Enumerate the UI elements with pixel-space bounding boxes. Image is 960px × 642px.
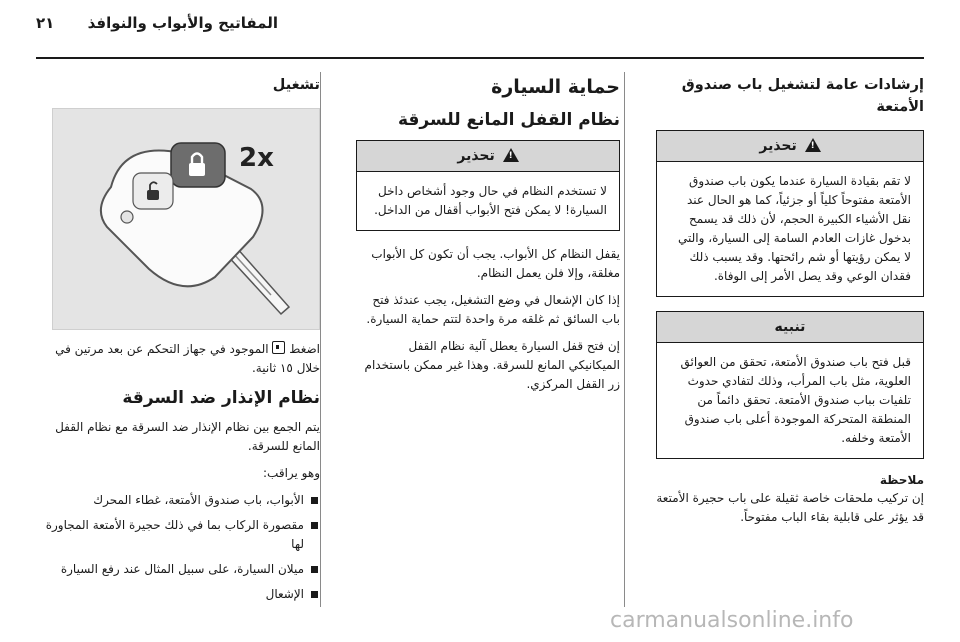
main-heading: حماية السيارة bbox=[491, 76, 620, 98]
warning-box bbox=[356, 140, 620, 231]
caution-box bbox=[656, 311, 924, 459]
warning-icon: ! bbox=[805, 138, 821, 152]
header-divider bbox=[36, 57, 924, 59]
caption-after-icon: الموجود في جهاز التحكم عن بعد مرتين في خلال ١٥ ثانية. bbox=[55, 342, 320, 375]
list-item: مقصورة الركاب بما في ذلك حجيرة الأمتعة المجاورة لها bbox=[36, 516, 320, 554]
list-item: ميلان السيارة، على سبيل المثال عند رفع السيارة bbox=[36, 560, 320, 579]
paragraph: إن فتح قفل السيارة يعطل آلية نظام القفل الميكانيكي المانع للسرقة. وهذا غير ممكن باستخدام زر القفل المركزي. bbox=[364, 339, 620, 391]
subheading: نظام القفل المانع للسرقة bbox=[397, 110, 620, 130]
caution-title: تنبيه bbox=[657, 312, 923, 343]
warning-box-header bbox=[357, 141, 619, 172]
page-header bbox=[0, 0, 960, 58]
list-item: الأبواب، باب صندوق الأمتعة، غطاء المحرك bbox=[36, 491, 320, 510]
page-number: ٢١ bbox=[36, 14, 55, 32]
warning-title: تحذير bbox=[457, 148, 495, 164]
caption-before-icon: اضغط bbox=[289, 342, 320, 356]
remote-key-illustration bbox=[52, 108, 320, 330]
lock-icon bbox=[272, 341, 285, 354]
monitored-items-list bbox=[36, 491, 320, 604]
paragraph: يقفل النظام كل الأبواب. يجب أن تكون كل الأبواب مغلقة، وإلا فلن يعمل النظام. bbox=[371, 247, 620, 280]
warning-box-header bbox=[657, 131, 923, 162]
column-divider bbox=[624, 72, 625, 607]
warning-text: لا تستخدم النظام في حال وجود أشخاص داخل السيارة! لا يمكن فتح الأبواب أقفال من الداخل. bbox=[374, 184, 607, 217]
warning-text: لا تقم بقيادة السيارة عندما يكون باب صندوق الأمتعة مفتوحاً كلياً أو جزئياً، كما هو الحال عند نقل الأشياء الكبيرة الحجم، لأن ذلك قد يسمح بدخول غازات العادم السامة إلى السيارة، والتي لا يمكن رؤيتها أو شم رائحتها. وقد يسبب ذلك فقدان الوعي وقد يصل الأمر إلى الوفاة. bbox=[678, 174, 911, 283]
section-heading: تشغيل bbox=[272, 77, 320, 93]
paragraph: إذا كان الإشعال في وضع التشغيل، يجب عندئذ فتح باب السائق ثم غلقه مرة واحدة لتتم حماية السيارة. bbox=[366, 293, 620, 326]
warning-title: تحذير bbox=[759, 138, 797, 154]
list-item: الإشعال bbox=[36, 585, 320, 604]
vehicle-security-column bbox=[356, 74, 620, 402]
paragraph: وهو يراقب: bbox=[263, 466, 320, 480]
page-title: المفاتيح والأبواب والنوافذ bbox=[87, 14, 278, 32]
figure-caption bbox=[36, 340, 320, 378]
watermark: carmanualsonline.info bbox=[610, 608, 854, 633]
section-heading: إرشادات عامة لتشغيل باب صندوق الأمتعة bbox=[681, 77, 924, 115]
note-text: إن تركيب ملحقات خاصة ثقيلة على باب حجيرة الأمتعة قد يؤثر على قابلية بقاء الباب مفتوحاً. bbox=[656, 491, 924, 524]
paragraph: يتم الجمع بين نظام الإنذار ضد السرقة مع نظام القفل المانع للسرقة. bbox=[55, 420, 320, 453]
tailgate-guidelines-column bbox=[656, 74, 924, 535]
warning-box bbox=[656, 130, 924, 297]
caution-text: قبل فتح باب صندوق الأمتعة، تحقق من العوائق العلوية، مثل باب المرأب، وذلك لتفادي حدوث تلفيات بباب صندوق الأمتعة. تحقق دائماً من المنطقة المتحركة الموجودة أعلى باب صندوق الأمتعة وخلفه. bbox=[680, 355, 911, 445]
warning-icon: ! bbox=[503, 148, 519, 162]
press-count-label: 2x bbox=[239, 143, 274, 173]
subheading: نظام الإنذار ضد السرقة bbox=[122, 388, 320, 408]
operation-column bbox=[36, 74, 320, 610]
remote-key-icon bbox=[53, 109, 319, 329]
column-divider bbox=[320, 72, 321, 607]
note-label: ملاحظة bbox=[879, 473, 924, 487]
